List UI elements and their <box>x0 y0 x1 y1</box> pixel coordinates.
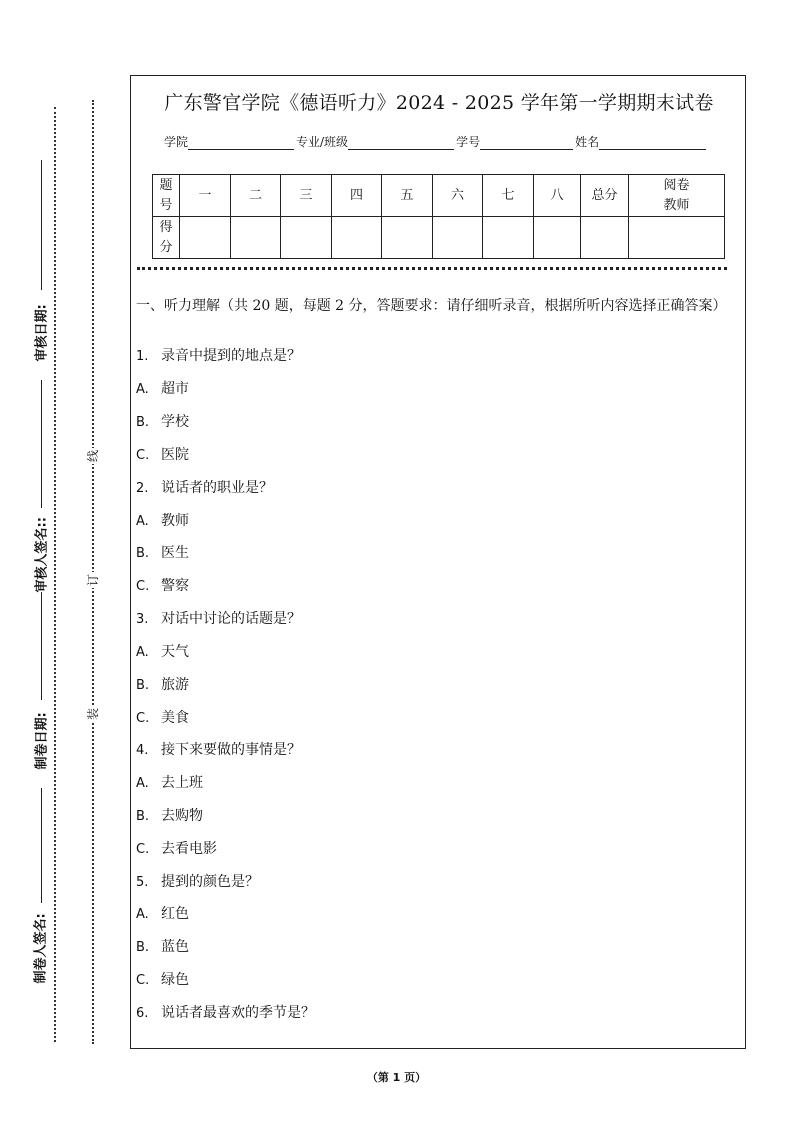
option-2b[interactable]: B. 医生 <box>136 545 189 561</box>
col-8: 八 <box>534 175 581 217</box>
option-3b[interactable]: B. 旅游 <box>136 677 189 693</box>
col-7: 七 <box>483 175 534 217</box>
section-content <box>136 294 741 1021</box>
question-5: 5. 提到的颜色是？ <box>136 874 259 890</box>
score-cell-5[interactable] <box>382 217 433 259</box>
score-table-header-row <box>153 175 725 217</box>
option-1a[interactable]: A. 超市 <box>136 381 189 397</box>
section-title: 一、听力理解（共 20 题，每题 2 分，答题要求：请仔细听录音，根据所听内容选择正确答案） <box>136 298 727 314</box>
score-cell-7[interactable] <box>483 217 534 259</box>
option-5a[interactable]: A. 红色 <box>136 906 189 922</box>
binding-char-order: 订 <box>86 574 100 587</box>
score-cell-4[interactable] <box>332 217 382 259</box>
score-table-score-row <box>153 217 725 259</box>
name-field[interactable] <box>599 136 706 150</box>
col-2: 二 <box>231 175 281 217</box>
score-cell-2[interactable] <box>231 217 281 259</box>
col-6: 六 <box>433 175 483 217</box>
col-3: 三 <box>281 175 332 217</box>
option-4b[interactable]: B. 去购物 <box>136 808 203 824</box>
question-3: 3. 对话中讨论的话题是？ <box>136 611 301 627</box>
maker-signature-label: 制卷人签名: <box>33 913 49 984</box>
exam-title: 广东警官学院《德语听力》2024 - 2025 学年第一学期期末试卷 <box>164 92 714 114</box>
score-cell-3[interactable] <box>281 217 332 259</box>
col-1: 一 <box>180 175 231 217</box>
college-label: 学院 <box>164 135 189 149</box>
section-divider <box>137 267 727 270</box>
binding-char-line: 线 <box>86 450 100 463</box>
score-cell-1[interactable] <box>180 217 231 259</box>
option-3c[interactable]: C. 美食 <box>136 710 189 726</box>
option-5b[interactable]: B. 蓝色 <box>136 939 189 955</box>
maker-signature-line <box>41 788 42 903</box>
student-id-label: 学号 <box>456 135 481 149</box>
page-number: （第 1 页） <box>366 1071 427 1084</box>
score-cell-total[interactable] <box>581 217 629 259</box>
col-total: 总分 <box>581 175 629 217</box>
maker-date-line <box>41 592 42 700</box>
score-cell-6[interactable] <box>433 217 483 259</box>
reviewer-date-label: 审核日期: <box>34 304 50 362</box>
score-label: 得 分 <box>153 217 180 259</box>
question-6: 6. 说话者最喜欢的季节是？ <box>136 1005 315 1021</box>
name-label: 姓名 <box>575 135 600 149</box>
option-4c[interactable]: C. 去看电影 <box>136 841 217 857</box>
student-info-row <box>164 133 708 150</box>
option-1b[interactable]: B. 学校 <box>136 414 189 430</box>
outer-dotted-line <box>54 107 56 1042</box>
option-1c[interactable]: C. 医院 <box>136 447 189 463</box>
col-4: 四 <box>332 175 382 217</box>
binding-char-bind: 装 <box>86 708 100 721</box>
reviewer-signature-line <box>41 380 42 508</box>
option-2c[interactable]: C. 警察 <box>136 578 189 594</box>
question-1: 1. 录音中提到的地点是？ <box>136 348 301 364</box>
college-field[interactable] <box>188 136 294 150</box>
maker-date-label: 制卷日期: <box>34 712 50 770</box>
question-number-label: 题 号 <box>153 175 180 217</box>
exam-frame <box>130 75 746 1049</box>
score-cell-8[interactable] <box>534 217 581 259</box>
question-4: 4. 接下来要做的事情是？ <box>136 742 301 758</box>
col-5: 五 <box>382 175 433 217</box>
score-cell-reviewer[interactable] <box>629 217 725 259</box>
major-class-label: 专业/班级 <box>296 135 349 149</box>
option-5c[interactable]: C. 绿色 <box>136 972 189 988</box>
option-2a[interactable]: A. 教师 <box>136 513 189 529</box>
option-3a[interactable]: A. 天气 <box>136 644 189 660</box>
reviewer-date-line <box>41 160 42 290</box>
option-4a[interactable]: A. 去上班 <box>136 775 203 791</box>
reviewer-signature-label: 审核人签名:: <box>34 517 50 593</box>
col-reviewer: 阅卷 教师 <box>629 175 725 217</box>
score-table <box>152 174 725 259</box>
student-id-field[interactable] <box>480 136 573 150</box>
major-class-field[interactable] <box>348 136 454 150</box>
question-2: 2. 说话者的职业是？ <box>136 480 273 496</box>
